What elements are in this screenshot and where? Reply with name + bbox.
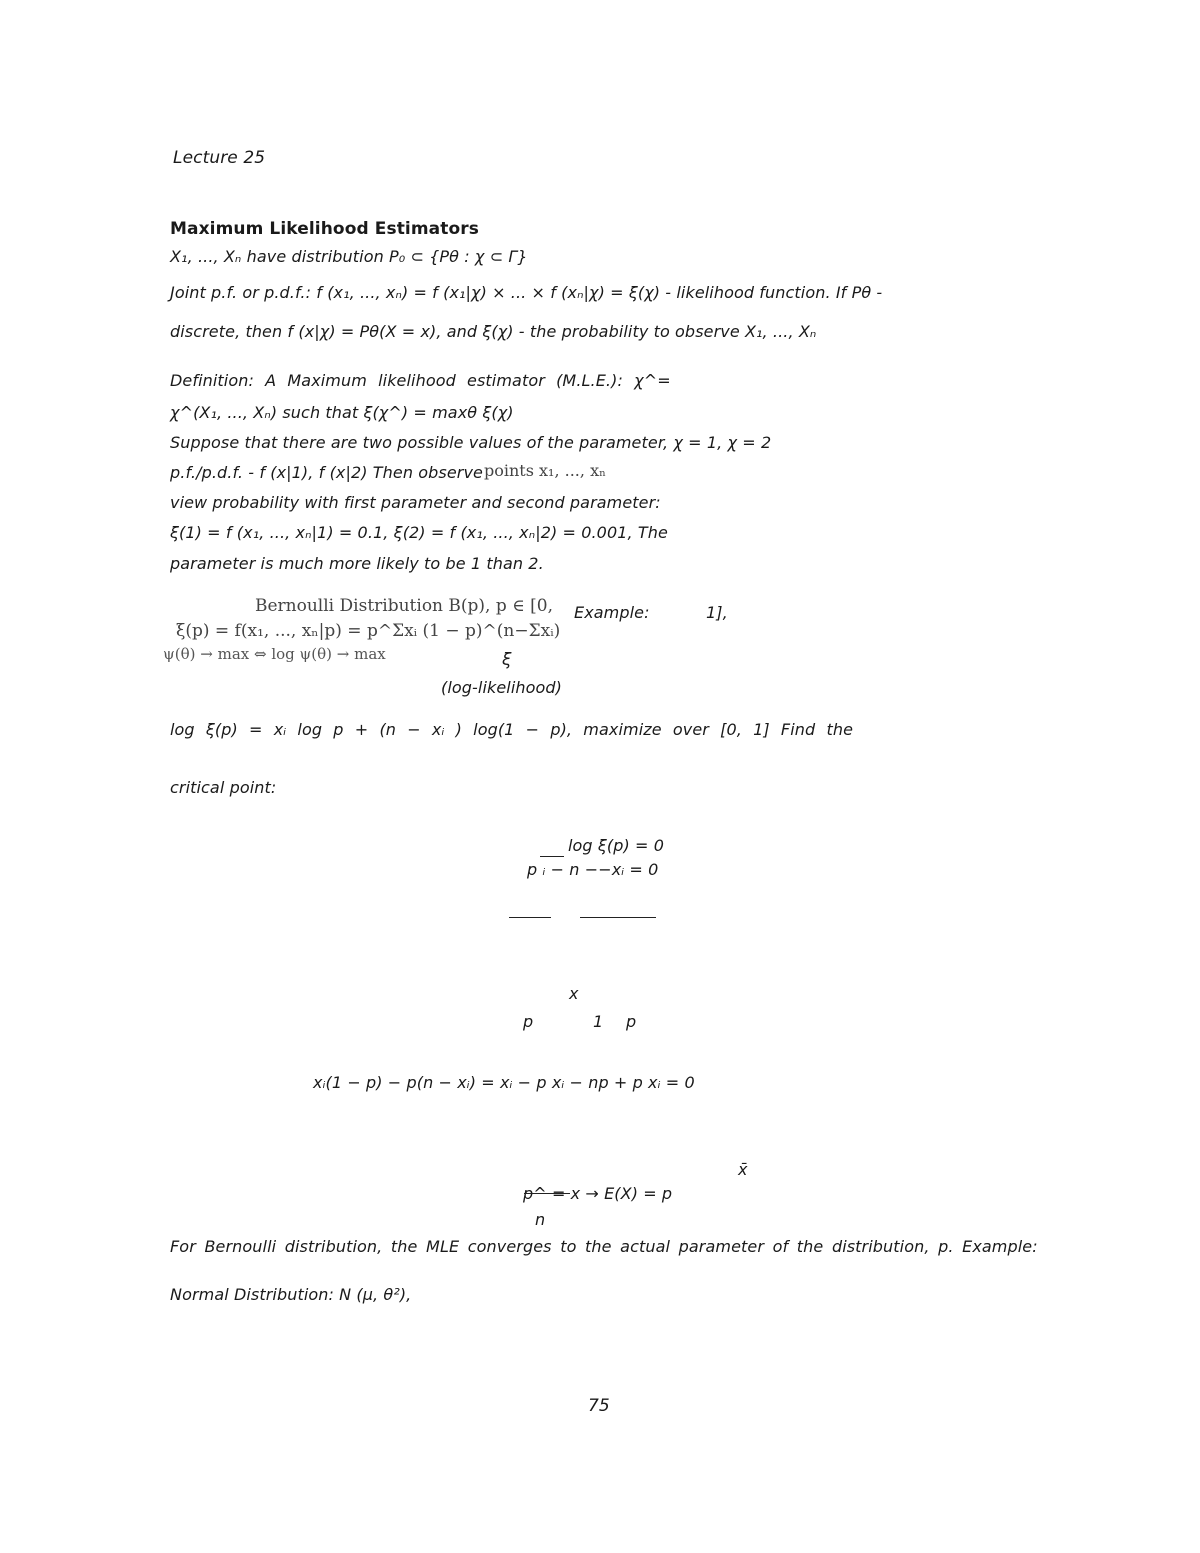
section-title: Maximum Likelihood Estimators — [170, 219, 479, 239]
estimator-equation: p^ = x → E(X) = p — [523, 1184, 673, 1203]
fraction-numerator-x: x — [569, 984, 579, 1003]
text-line-view-probability: view probability with first parameter and second parameter: — [170, 493, 661, 512]
estimator-superscript: x̄ — [738, 1160, 748, 1179]
text-line-definition: Definition: A Maximum likelihood estimator (M.L.E.): χ^= — [170, 371, 671, 390]
text-line-mle-def: χ^(X₁, ..., Xₙ) such that ξ(χ^) = maxθ ξ(χ) — [170, 403, 514, 422]
fraction-denominator-1: 1 — [593, 1012, 604, 1031]
text-line-two-values: Suppose that there are two possible values of the parameter, χ = 1, χ = 2 — [170, 433, 772, 452]
fraction-bar-left — [509, 917, 551, 918]
text-points: points x₁, ..., xₙ — [484, 461, 607, 480]
text-line-more-likely: parameter is much more likely to be 1 than 2. — [170, 554, 544, 573]
lecture-header: Lecture 25 — [173, 148, 266, 168]
text-line-critical-point: critical point: — [170, 778, 277, 797]
text-line-distribution: X₁, ..., Xₙ have distribution P₀ ⊂ {Pθ : χ ⊂ Γ} — [170, 247, 528, 266]
example-label: Example: — [574, 603, 650, 622]
text-line-joint-pdf: Joint p.f. or p.d.f.: f (x₁, ..., xₙ) = f (x₁|χ) × ... × f (xₙ|χ) = ξ(χ) - likelihood function. If Pθ - — [170, 283, 883, 302]
fraction-bar-right — [580, 917, 656, 918]
equation-score: p ᵢ − n −−xᵢ = 0 — [527, 860, 659, 879]
log-likelihood-label: (log-likelihood) — [441, 678, 563, 697]
equation-expansion: xᵢ(1 − p) − p(n − xᵢ) = xᵢ − p xᵢ − np + p xᵢ = 0 — [313, 1073, 695, 1092]
text-line-log-xi: log ξ(p) = xᵢ log p + (n − xᵢ ) log(1 − p), maximize over [0, 1] Find the — [170, 720, 854, 739]
text-line-bernoulli-converges: For Bernoulli distribution, the MLE converges to the actual parameter of the distribution, p. Example: — [170, 1237, 1038, 1256]
page-number: 75 — [588, 1396, 610, 1416]
fraction-denominator-p2: p — [626, 1012, 637, 1031]
equation-derivative: log ξ(p) = 0 — [568, 836, 664, 855]
estimator-denominator-n: n — [535, 1210, 546, 1229]
text-line-xi-values: ξ(1) = f (x₁, ..., xₙ|1) = 0.1, ξ(2) = f (x₁, ..., xₙ|2) = 0.001, The — [170, 523, 668, 542]
bernoulli-label: Bernoulli Distribution B(p), p ∈ [0, — [255, 596, 553, 616]
bernoulli-likelihood-formula: ξ(p) = f(x₁, ..., xₙ|p) = p^Σxᵢ (1 − p)^(n−Σxᵢ) — [176, 621, 561, 641]
fraction-denominator-p: p — [523, 1012, 534, 1031]
estimator-strike-line — [524, 1193, 570, 1194]
max-equivalence-formula: ψ(θ) → max ⇔ log ψ(θ) → max — [163, 645, 386, 663]
text-line-discrete: discrete, then f (x|χ) = Pθ(X = x), and ξ(χ) - the probability to observe X₁, ..., Xₙ — [170, 322, 817, 341]
derivative-fraction-bar — [540, 856, 564, 857]
bracket-text: 1], — [706, 603, 728, 622]
xi-symbol: ξ — [502, 650, 512, 670]
text-line-pf-pdf: p.f./p.d.f. - f (x|1), f (x|2) Then observe — [170, 463, 483, 482]
text-line-normal-distribution: Normal Distribution: N (μ, θ²), — [170, 1285, 412, 1304]
